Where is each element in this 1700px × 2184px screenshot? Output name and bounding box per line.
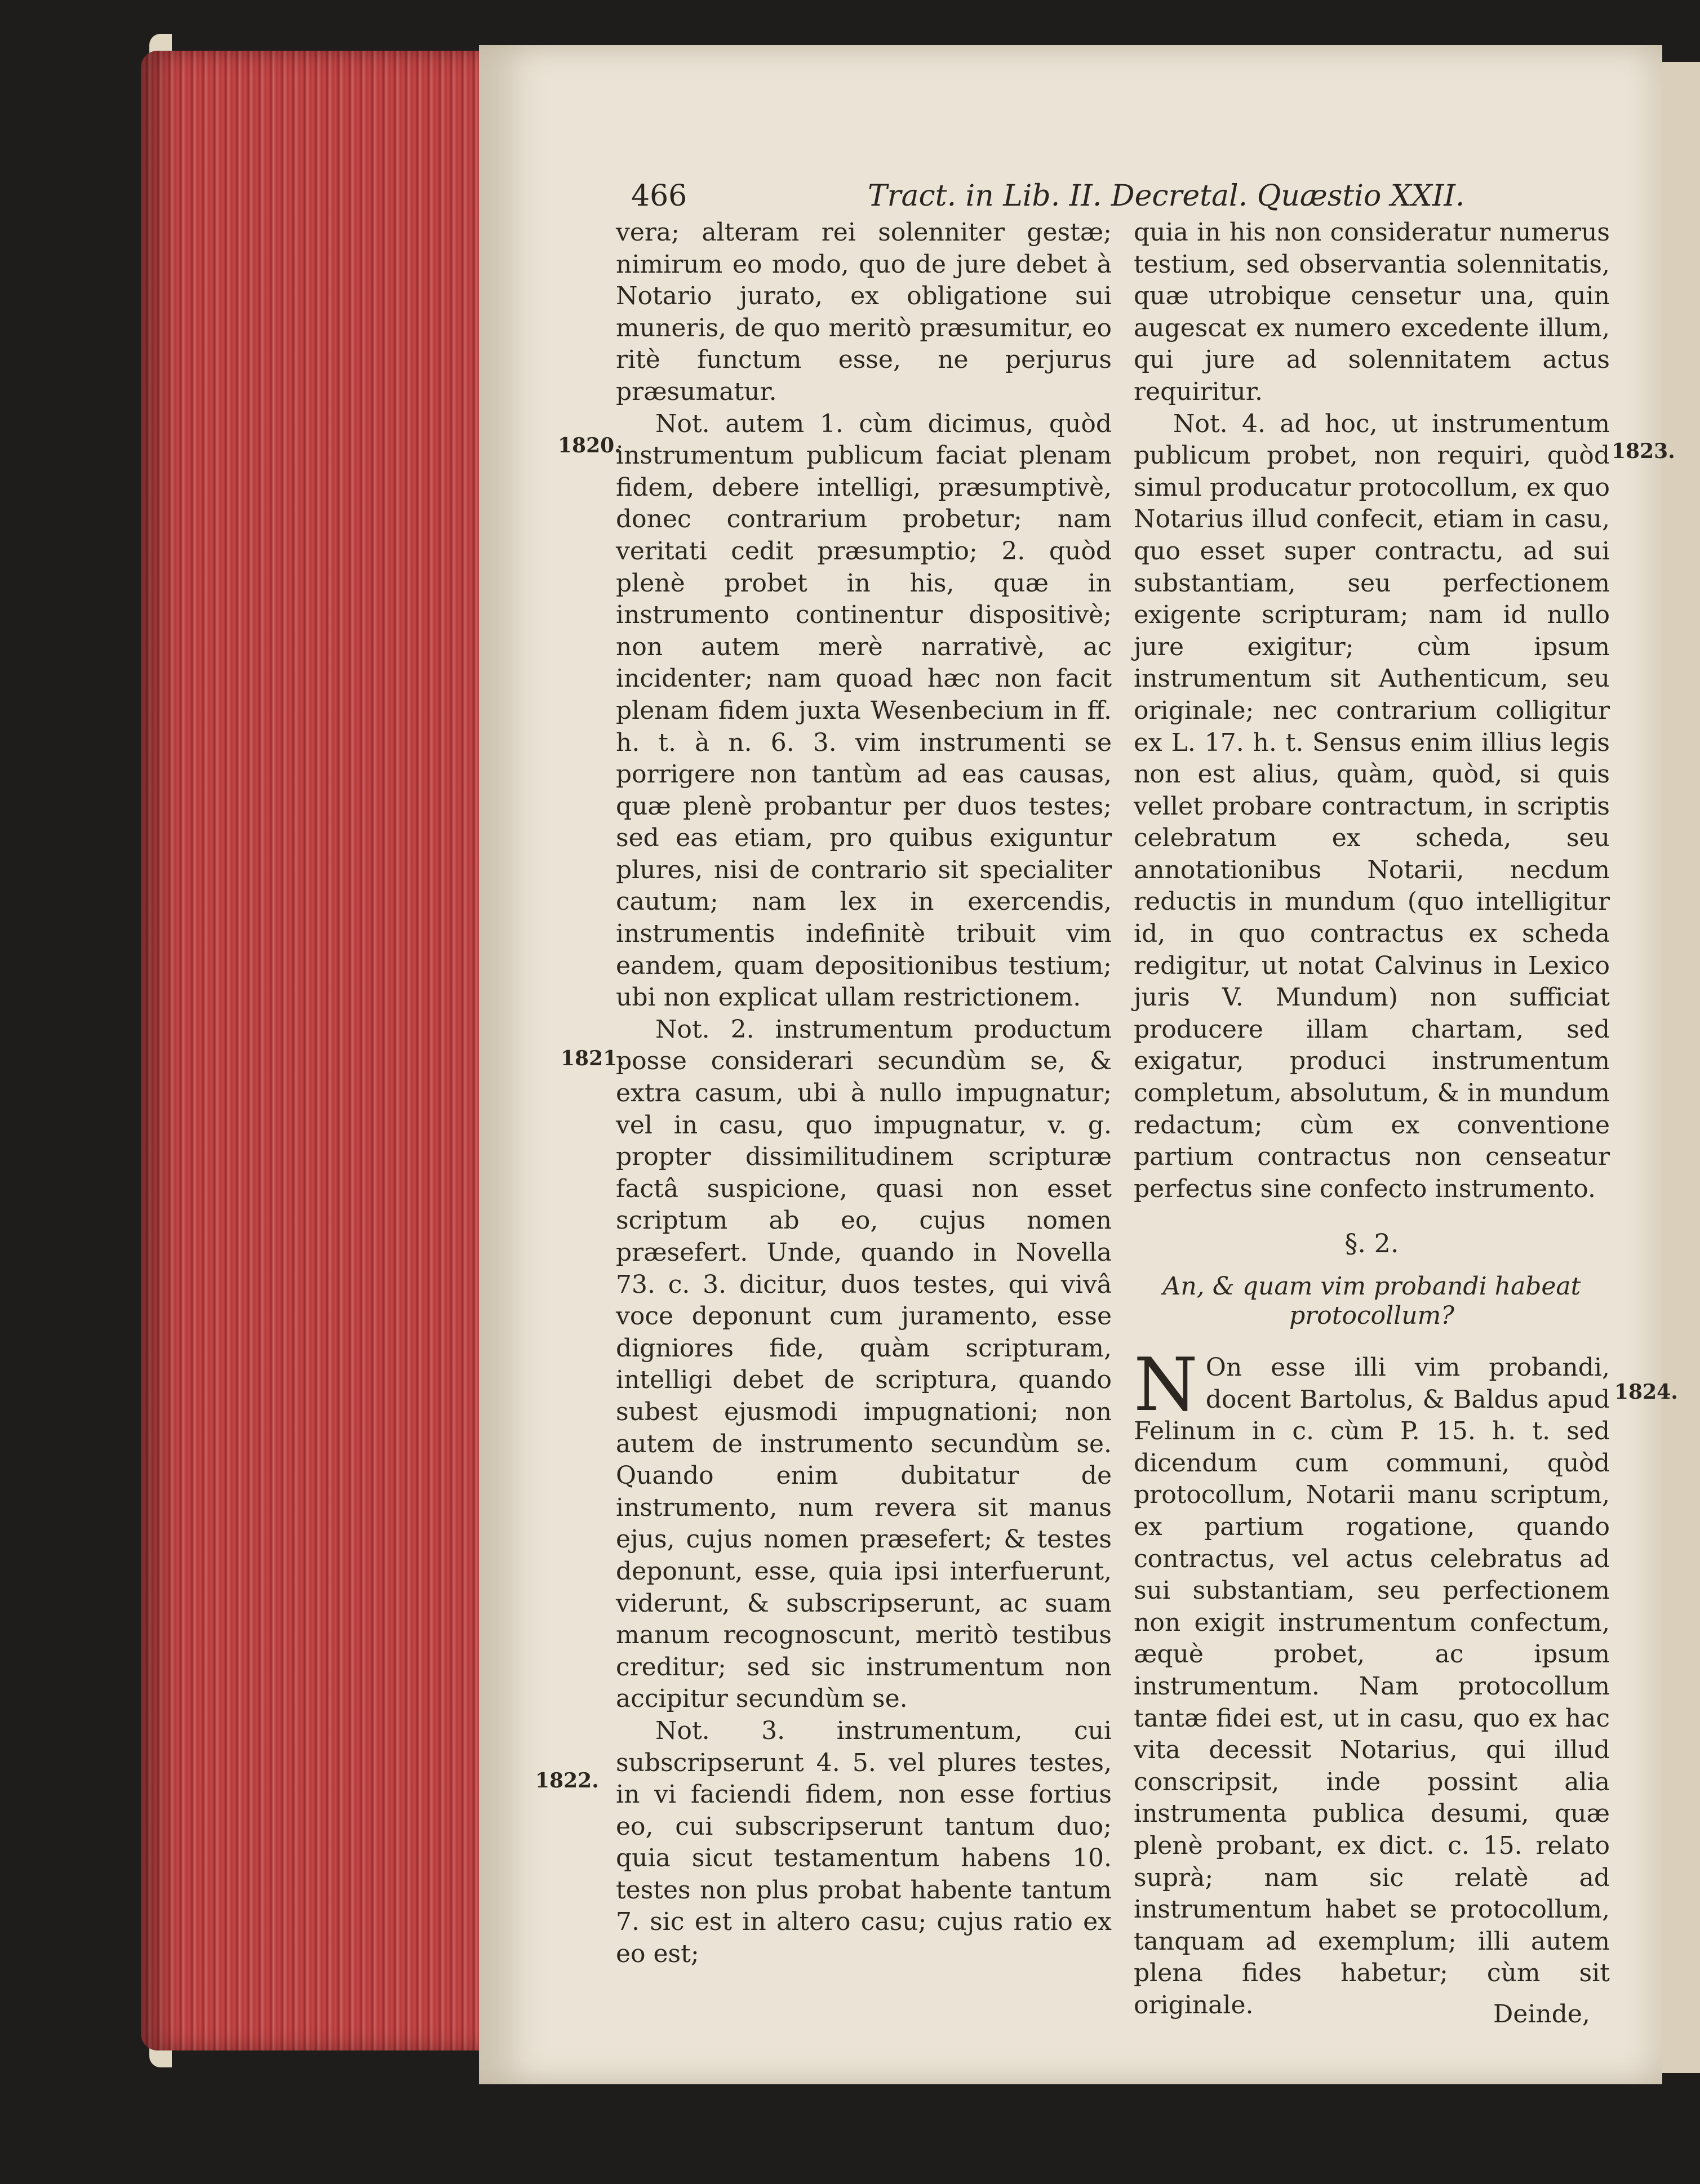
right-column <box>1134 217 1610 1205</box>
paragraph: Not. 4. ad hoc, ut instrumentum publicum probet, non requiri, quòd simul producatur protocollum, ex quo Notarius illud confecit, etiam in casu, quo esset super contractu, ad sui substantiam, seu perfectionem exigente scripturam; nam id nullo jure exigitur; cùm ipsum instrumentum sit Authenticum, seu originale; nec contrarium colligitur ex L. 17. h. t. Sensus enim illius legis non est alius, quàm, quòd, si quis vellet probare contractum, in scriptis celebratum ex scheda, seu annotationibus Notarii, necdum reductis in mundum (quo intelligitur id, in quo contractus ex scheda redigitur, ut notat Calvinus in Lexico juris V. Mundum) non sufficiat producere illam chartam, sed exigatur, produci instrumentum completum, absolutum, & in mundum redactum; cùm ex conventione partium contractus non censeatur perfectus sine confecto instrumento. <box>1134 409 1610 1203</box>
margin-number-1822: 1822. <box>535 1769 599 1792</box>
margin-number-1820: 1820. <box>558 434 622 457</box>
margin-number-1823: 1823. <box>1612 439 1675 463</box>
section-number: §. 2. <box>1344 1228 1399 1258</box>
running-title: Tract. in Lib. II. Decretal. Quæstio XXII. <box>868 179 1465 213</box>
margin-number-1824: 1824. <box>1614 1380 1678 1404</box>
drop-cap: N <box>1134 1342 1198 1427</box>
paragraph-text: On esse illi vim probandi, docent Bartolus, & Baldus apud Felinum in c. cùm P. 15. h. t. sed dicendum cum communi, quòd protocollum, Notarii manu scriptum, ex partium rogatione, quando contractus, vel actus celebratus ad sui substantiam, seu perfectionem non exigit instrumentum confectum, æquè probet, ac ipsum instrumentum. Nam protocollum tantæ fidei est, ut in casu, quo ex hac vita decessit Notarius, qui illud conscripsit, inde possint alia instrumenta publica desumi, quæ plenè probant, ex dict. c. 15. relato suprà; nam sic relatè ad instrumentum habet se protocollum, tanquam ad exemplum; illi autem plena fides habetur; cùm sit originale. <box>1134 1353 1610 2020</box>
facing-page-edge <box>1662 62 1700 2073</box>
section-title: An, & quam vim probandi habeat protocollum? <box>1162 1272 1581 1330</box>
page-edges-red <box>141 51 479 2050</box>
paragraph: Not. 3. instrumentum, cui subscripserunt 4. 5. vel plures testes, in vi faciendi fidem, non esse fortius eo, cui subscripserunt tantum duo; quia sicut testamentum habens 10. testes non plus probat habente tantum 7. sic est in altero casu; cujus ratio ex eo est; <box>616 1716 1112 1969</box>
paragraph: Not. autem 1. cùm dicimus, quòd instrumentum publicum faciat plenam fidem, debere intelligi, præsumptivè, donec contrarium probetur; nam veritati cedit præsumptio; 2. quòd plenè probet in his, quæ in instrumento continentur dispositivè; non autem merè narrativè, ac incidenter; nam quoad hæc non facit plenam fidem juxta Wesenbecium in ff. h. t. à n. 6. 3. vim instrumenti se porrigere non tantùm ad eas causas, quæ plenè probantur per duos testes; sed eas etiam, pro quibus exiguntur plures, nisi de contrario sit specialiter cautum; nam lex in exercendis, instrumentis indefinitè tribuit vim eandem, quam depositionibus testium; ubi non explicat ullam restrictionem. <box>616 409 1112 1012</box>
right-column-section <box>1134 1342 1610 2021</box>
margin-number-1821: 1821. <box>561 1047 624 1070</box>
paragraph: quia in his non consideratur numerus testium, sed observantia solennitatis, quæ utrobique censetur una, quin augescat ex numero excedente illum, qui jure ad solennitatem actus requiritur. <box>1134 218 1610 406</box>
left-column <box>616 217 1112 1971</box>
page-number: 466 <box>631 179 687 213</box>
catchword: Deinde, <box>1493 2000 1590 2029</box>
paragraph <box>1134 1342 1610 2021</box>
paragraph: Not. 2. instrumentum productum posse considerari secundùm se, & extra casum, ubi à nullo impugnatur; vel in casu, quo impugnatur, v. g. propter dissimilitudinem scripturæ factâ suspicione, quasi non esset scriptum ab eo, cujus nomen præsefert. Unde, quando in Novella 73. c. 3. dicitur, duos testes, qui vivâ voce deponunt cum juramento, esse digniores fide, quàm scripturam, intelligi debet de scriptura, quando subest ejusmodi impugnationi; non autem de instrumento secundùm se. Quando enim dubitatur de instrumento, num revera sit manus ejus, cujus nomen præsefert; & testes deponunt, esse, quia ipsi interfuerunt, viderunt, & subscripserunt, ac suam manum recognoscunt, meritò testibus creditur; sed sic instrumentum non accipitur secundùm se. <box>616 1015 1112 1714</box>
paragraph: vera; alteram rei solenniter gestæ; nimirum eo modo, quo de jure debet à Notario jurato, ex obligatione sui muneris, de quo meritò præsumitur, eo ritè functum esse, ne perjurus præsumatur. <box>616 218 1112 406</box>
